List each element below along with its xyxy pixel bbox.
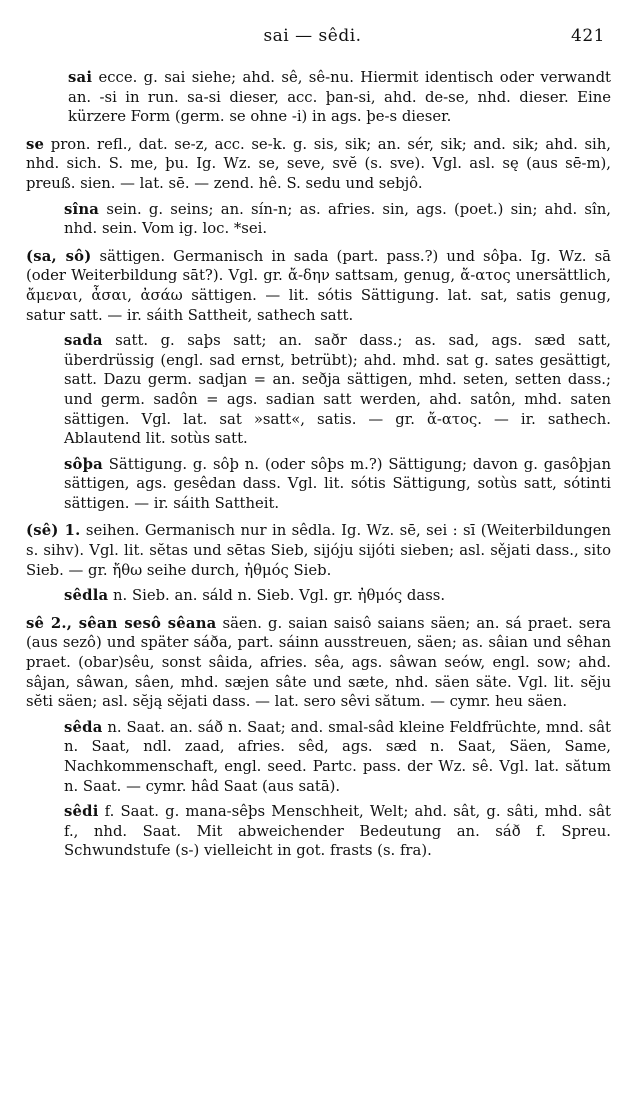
entry-sotha xyxy=(64,455,611,514)
entry-text: ecce. g. sai siehe; ahd. sê, sê-nu. Hiermit identisch oder verwandt an. -si in run. sa-si dieser, acc. þan-si, ahd. de-se, nhd. dieser. Eine kürzere Form (germ. se ohne -i) in ags. þe-s dieser. xyxy=(68,69,611,126)
entry-se-1 xyxy=(26,521,611,580)
headword: sêdla xyxy=(64,587,109,605)
entry-se-2 xyxy=(26,614,611,712)
entry-text: n. Saat. an. sáð n. Saat; and. smal-sâd kleine Feldfrüchte, mnd. sât n. Saat, ndl. zaad, afries. sêd, ags. sæd n. Saat, Säen, Same, Nachkommenschaft, engl. seed. Partc. pass. der Wz. sê. Vgl. lat. sătum n. Saat. — cymr. hâd Saat (aus satā). xyxy=(64,718,611,795)
headword: sêdi xyxy=(64,803,99,821)
entry-sada xyxy=(64,331,611,449)
entry-text: sättigen. Germanisch in sada (part. pass.?) und sôþa. Ig. Wz. sā (oder Weiterbildung sāt?). Vgl. gr. ἄ-δην sattsam, genug, ἄ-ατος unersättlich, ἄμεναι, ἆσαι, ἀσάω sättigen. — lit. sótis Sättigung. lat. sat, satis genug, satur satt. — ir. sáith Sattheit, sathech satt. xyxy=(26,247,611,324)
entry-sa-so xyxy=(26,247,611,325)
entry-se xyxy=(26,135,611,194)
headword: sai xyxy=(68,69,93,86)
headword: sîna xyxy=(64,200,100,218)
entry-sedla xyxy=(64,586,611,606)
entry-text: seihen. Germanisch nur in sêdla. Ig. Wz. sē, sei : sī (Weiterbildungen s. sihv). Vgl. lit. sĕtas und sētas Sieb, sijóju sijóti sieben; asl. sějati dass., sito Sieb. — gr. ἤθω seihe durch, ἠθμός Sieb. xyxy=(26,522,612,579)
entry-text: säen. g. saian saisô saians säen; an. sá praet. sera (aus sezô) und später sáða, part. sáinn ausstreuen, säen; as. sâian und sêhan praet. (obar)sêu, sonst sâida, afries. sêa, ags. sâwan seów, engl. sow; ahd. sâjan, sâwan, sâen, mhd. sæjen sâte und sæte, nhd. säen säte. Vgl. lit. sĕju sĕti säen; asl. sĕją sĕjati dass. — lat. sero sêvi sătum. — cymr. heu säen. xyxy=(26,614,611,711)
entry-text: pron. refl., dat. se-z, acc. se-k. g. sis, sik; an. sér, sik; and. sik; ahd. sih, nhd. sich. S. me, þu. Ig. Wz. se, seve, svĕ (s. sve). Vgl. asl. sę (aus sē-m), preuß. sien. — lat. sē. — zend. hê. S. sedu und sebjô. xyxy=(26,135,611,192)
entry-text: satt. g. saþs satt; an. saðr dass.; as. sad, ags. sæd satt, überdrüssig (engl. sad ernst, betrübt); ahd. mhd. sat g. sates gesättigt, satt. Dazu germ. sadjan = an. seðja sättigen, mhd. seten, setten dass.; und germ. sadôn = ags. sadian satt werden, ahd. satôn, mhd. saten sättigen. Vgl. lat. sat »satt«, satis. — gr. ἄ-ατος. — ir. sathech. Ablautend lit. sotùs satt. xyxy=(64,332,611,448)
entry-sedi xyxy=(64,802,611,861)
entry-text: n. Sieb. an. sáld n. Sieb. Vgl. gr. ἠθμός dass. xyxy=(108,587,446,605)
headword: (sa, sô) xyxy=(26,247,92,265)
headword: sê 2., sêan sesô sêana xyxy=(26,614,217,632)
entry-text: Sättigung. g. sôþ n. (oder sôþs m.?) Sättigung; davon g. gasôþjan sättigen, ags. gesêdan dass. Vgl. lit. sótis Sättigung, sotùs satt, sótinti sättigen. — ir. sáith Sattheit. xyxy=(64,455,611,512)
entry-sina xyxy=(64,200,611,239)
headword: se xyxy=(26,135,45,153)
dictionary-body xyxy=(26,68,611,863)
entry-sai xyxy=(68,68,611,127)
headword: sôþa xyxy=(64,455,103,473)
entry-text: f. Saat. g. mana-sêþs Menschheit, Welt; ahd. sât, g. sâti, mhd. sât f., nhd. Saat. Mit abweichender Bedeutung an. sáð f. Spreu. Schwundstufe (s-) vielleicht in got. frasts (s. fra). xyxy=(64,803,611,860)
page-number: 421 xyxy=(571,26,605,46)
entry-text: sein. g. seins; an. sín-n; as. afries. sin, ags. (poet.) sin; ahd. sîn, nhd. sein. Vom ig. loc. *sei. xyxy=(64,200,611,238)
entry-seda xyxy=(64,718,611,796)
running-title: sai — sêdi. xyxy=(263,26,362,46)
headword: (sê) 1. xyxy=(26,522,81,540)
headword: sêda xyxy=(64,718,103,736)
headword: sada xyxy=(64,332,103,350)
page-header xyxy=(0,26,625,56)
